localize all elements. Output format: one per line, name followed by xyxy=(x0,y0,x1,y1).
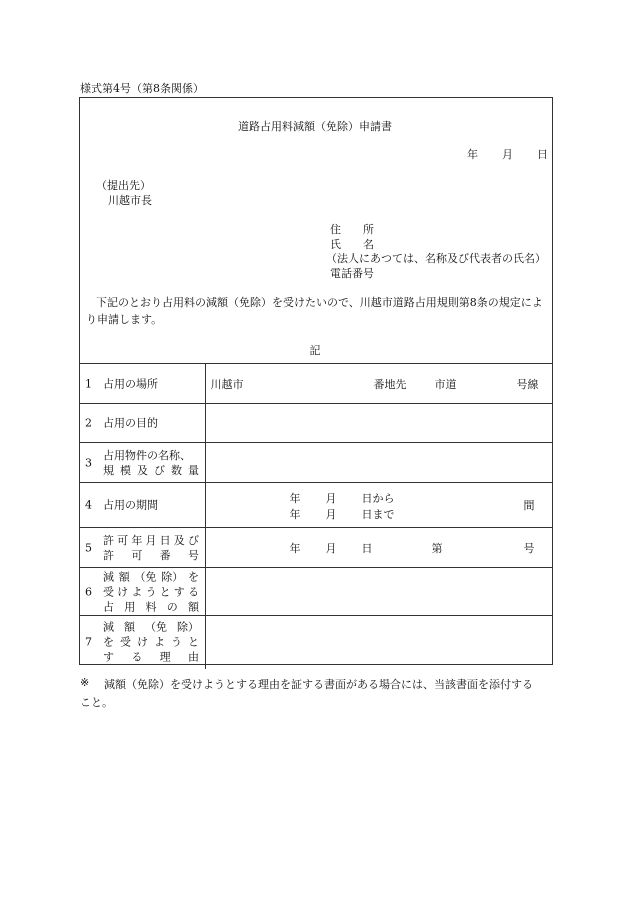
details-table xyxy=(79,363,553,669)
row-number: 2 xyxy=(85,416,92,430)
char: 由 xyxy=(187,650,199,664)
char: 占 xyxy=(103,600,114,613)
char: 額 xyxy=(118,570,130,583)
char: 受 xyxy=(103,585,114,598)
row-permit xyxy=(79,528,553,568)
period-field[interactable] xyxy=(205,483,553,528)
row-label-line1: 占用物件の名称、 xyxy=(103,448,191,462)
row-number: 3 xyxy=(85,456,92,469)
char: 量 xyxy=(188,463,199,477)
date-day: 日 xyxy=(537,148,548,161)
row-label-line1 xyxy=(103,569,199,584)
row-label-line1 xyxy=(103,620,199,635)
char: 額 xyxy=(124,620,135,634)
char: う xyxy=(145,585,157,598)
char: 及 xyxy=(137,463,148,477)
date-month: 月 xyxy=(502,148,513,161)
to-year: 年 xyxy=(289,508,301,521)
char: す xyxy=(103,650,114,664)
char: よ xyxy=(131,585,143,598)
row-label-line2 xyxy=(103,584,199,599)
char: 除） xyxy=(177,620,199,634)
form-title: 道路占用料減額（免除）申請書 xyxy=(238,120,392,133)
char: 許 xyxy=(103,533,114,547)
purpose-field[interactable] xyxy=(205,404,553,443)
char: び xyxy=(154,463,165,477)
permit-field[interactable] xyxy=(205,528,553,568)
char: よ xyxy=(154,635,165,649)
note-mark: ※ xyxy=(80,676,90,689)
city-name: 川越市 xyxy=(210,377,244,391)
from-year: 年 xyxy=(289,492,301,505)
row-number: 6 xyxy=(85,585,92,598)
row-label-line1 xyxy=(103,533,199,548)
applicant-phone-label: 電話番号 xyxy=(330,267,374,280)
char: 模 xyxy=(120,463,131,477)
form-number: 様式第4号（第8条関係） xyxy=(80,82,204,95)
char: る xyxy=(131,650,143,664)
permit-day: 日 xyxy=(361,541,373,555)
char: け xyxy=(137,635,148,649)
applicant-address-label: 住 所 xyxy=(330,223,374,236)
row-reduction-amount xyxy=(79,568,553,616)
permit-dai: 第 xyxy=(431,541,443,555)
char: う xyxy=(171,635,182,649)
char: 数 xyxy=(171,463,182,477)
gosen-label: 号線 xyxy=(516,377,539,391)
row-label-line3 xyxy=(103,599,199,614)
char: と xyxy=(159,585,171,598)
char: 減 xyxy=(103,570,114,583)
date-year: 年 xyxy=(467,148,478,161)
char: 減 xyxy=(103,620,114,634)
row-purpose xyxy=(79,404,553,443)
char: 料 xyxy=(145,600,157,613)
char: び xyxy=(187,533,199,547)
applicant-corp-note: （法人にあつては、名称及び代表者の氏名） xyxy=(326,252,546,265)
char: （免 xyxy=(145,620,167,634)
to-month: 月 xyxy=(325,508,337,521)
char: け xyxy=(117,585,129,598)
char: 除） xyxy=(161,570,184,583)
char: 受 xyxy=(120,635,131,649)
char: を xyxy=(188,570,199,583)
row-reduction-reason xyxy=(79,616,553,669)
char: 規 xyxy=(103,463,114,477)
to-day: 日まで xyxy=(361,508,395,521)
row-number: 1 xyxy=(85,377,92,390)
permit-month: 月 xyxy=(325,541,337,555)
from-month: 月 xyxy=(325,492,337,505)
char: （免 xyxy=(134,570,157,583)
row-period xyxy=(79,483,553,528)
char: 年 xyxy=(131,533,143,547)
char: を xyxy=(103,635,114,649)
char: 月 xyxy=(145,533,157,547)
char: 及 xyxy=(173,533,185,547)
char: 可 xyxy=(131,548,143,562)
row-number: 7 xyxy=(85,635,92,649)
char: 番 xyxy=(159,548,171,562)
permit-year: 年 xyxy=(289,541,301,555)
char: 号 xyxy=(187,548,199,562)
location-field[interactable] xyxy=(205,364,553,404)
char: の xyxy=(166,600,178,613)
reduction-reason-field[interactable] xyxy=(205,616,553,669)
char: る xyxy=(187,585,199,598)
period-label: 間 xyxy=(523,499,535,512)
char: 許 xyxy=(103,548,114,562)
row-label: 占用の目的 xyxy=(103,416,158,430)
row-number: 4 xyxy=(85,498,92,512)
char: と xyxy=(188,635,199,649)
row-label-line3 xyxy=(103,650,199,665)
char: 可 xyxy=(117,533,129,547)
char: 用 xyxy=(124,600,136,613)
char: 理 xyxy=(159,650,171,664)
char: 額 xyxy=(188,600,199,613)
from-day: 日から xyxy=(361,492,395,505)
addressee-label: （提出先） xyxy=(96,179,151,192)
applicant-name-label: 氏 名 xyxy=(330,238,374,251)
row-number: 5 xyxy=(85,541,92,554)
addressee-name: 川越市長 xyxy=(108,194,152,207)
row-label-line2 xyxy=(103,548,199,563)
row-object xyxy=(79,443,553,483)
row-label-line2 xyxy=(103,463,199,478)
note-line1: 減額（免除）を受けようとする理由を証する書面がある場合には、当該書面を添付する xyxy=(104,678,533,691)
permit-go: 号 xyxy=(523,541,535,555)
banchi-label: 番地先 xyxy=(373,377,407,391)
shido-label: 市道 xyxy=(434,377,457,391)
row-label: 占用の期間 xyxy=(103,498,158,512)
ki-heading: 記 xyxy=(309,344,321,357)
row-label-line2 xyxy=(103,635,199,650)
reduction-amount-field[interactable] xyxy=(205,568,553,616)
application-statement: 下記のとおり占用料の減額（免除）を受けたいので、川越市道路占用規則第8条の規定により申請します。 xyxy=(86,296,543,326)
object-field[interactable] xyxy=(205,443,553,483)
note-line2: こと。 xyxy=(80,696,113,709)
char: す xyxy=(173,585,185,598)
row-location xyxy=(79,364,553,404)
row-label: 占用の場所 xyxy=(103,377,158,390)
char: 日 xyxy=(159,533,171,547)
